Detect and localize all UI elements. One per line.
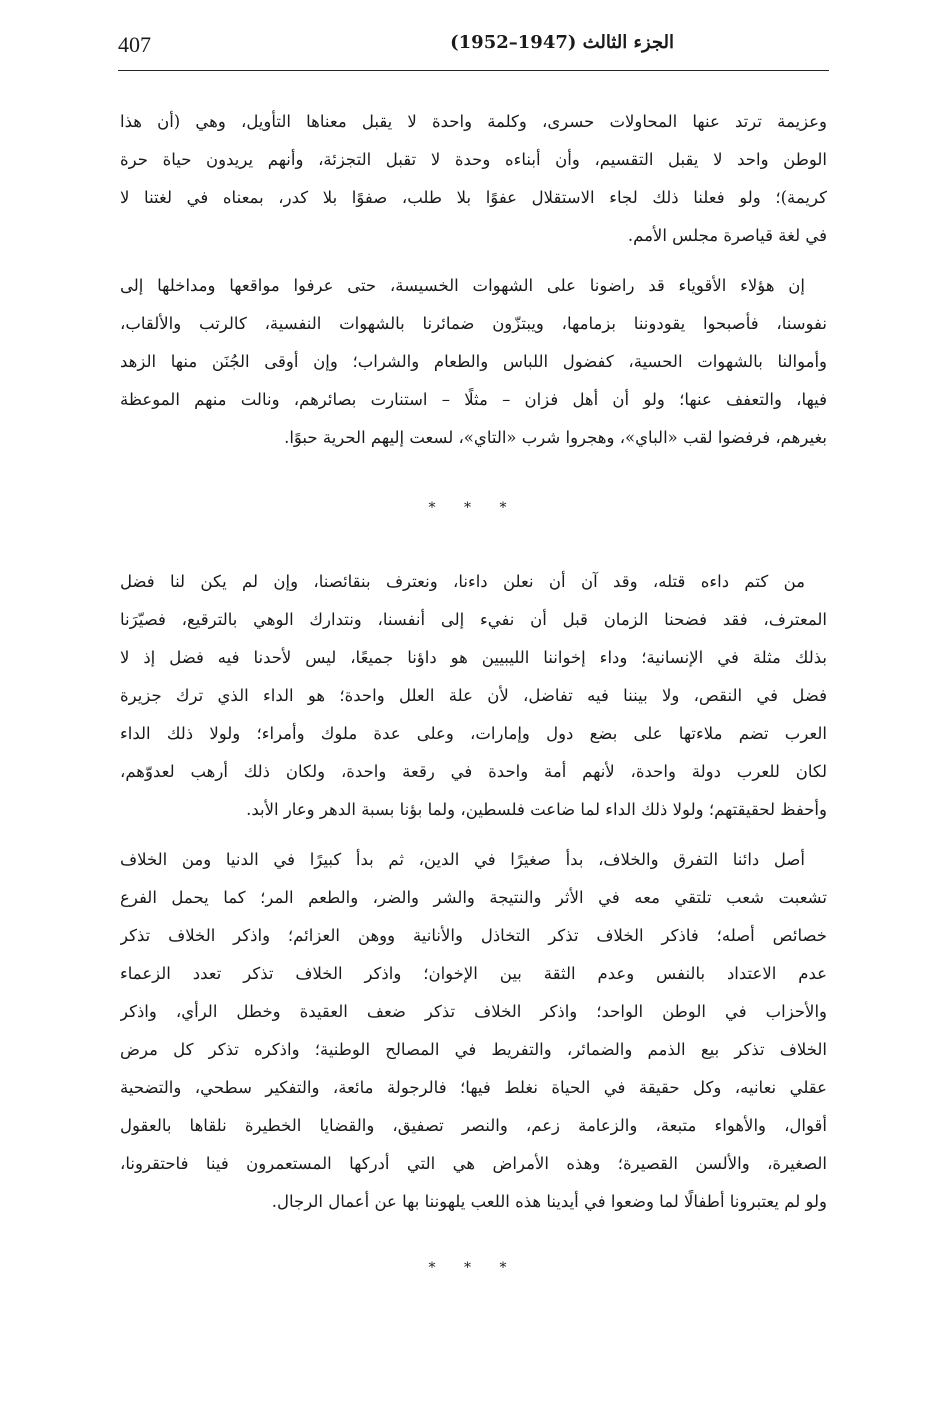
text-line: وأحفظ لحقيقتهم؛ ولولا ذلك الداء لما ضاعت فلسطين، ولما بؤنا بسبة الدهر وعار الأبد.	[246, 800, 827, 819]
paragraph	[120, 841, 827, 1221]
text-line: خصائص أصله؛ فاذكر الخلاف تذكر التخاذل والأنانية ووهن العزائم؛ واذكر الخلاف تذكر	[120, 926, 827, 945]
text-line: ولو لم يعتبرونا أطفالًا لما وضعوا في أيدينا هذه اللعب يلهوننا بها عن أعمال الرجال.	[271, 1192, 827, 1211]
text-line: وأموالنا بالشهوات الحسية، كفضول اللباس والطعام والشراب؛ وإن أوقى الجُنَن منها الزهد	[120, 352, 827, 371]
text-line: والأحزاب في الوطن الواحد؛ واذكر الخلاف تذكر ضعف العقيدة وخطل الرأي، واذكر	[120, 1002, 827, 1021]
text-line: المعترف، فقد فضحنا الزمان قبل أن نفيء إلى أنفسنا، ونتدارك الوهي بالترقيع، فصيّرَنا	[120, 610, 827, 629]
page-number: 407	[118, 32, 151, 57]
text-line: عقلي نعانيه، وكل حقيقة في الحياة نغلط فيها؛ فالرجولة مائعة، والتفكير سطحي، والتضحية	[120, 1078, 827, 1097]
paragraph	[120, 267, 827, 457]
section-2	[120, 563, 827, 1221]
text-line: أصل دائنا التفرق والخلاف، بدأ صغيرًا في الدين، ثم بدأ كبيرًا في الدنيا ومن الخلاف	[120, 850, 806, 869]
text-line: الخلاف تذكر بيع الذمم والضمائر، والتفريط في المصالح الوطنية؛ واذكره تذكر كل مرض	[120, 1040, 827, 1059]
text-line: العرب تضم ملاءتها على بضع دول وإمارات، وعلى عدة ملوك وأمراء؛ ولولا ذلك الداء	[120, 724, 827, 743]
page-header	[118, 30, 829, 71]
text-line: بغيرهم، فرفضوا لقب «الباي»، وهجروا شرب «التاي»، لسعت إليهم الحرية حبوًا.	[284, 428, 827, 447]
text-line: وعزيمة ترتد عنها المحاولات حسرى، وكلمة واحدة لا يقبل معناها التأويل، وهي (أن هذا	[120, 112, 827, 131]
section-1	[120, 103, 827, 457]
section-separator: * * *	[428, 500, 519, 516]
paragraph	[120, 103, 827, 255]
text-line: كريمة)؛ ولو فعلنا ذلك لجاء الاستقلال عفوًا بلا طلب، صفوًا بلا كدر، بمعناه في لغتنا لا	[120, 188, 827, 207]
text-line: لكان للعرب دولة واحدة، لأنهم أمة واحدة في رقعة واحدة، ولكان ذلك أرهب لعدوّهم،	[120, 762, 827, 781]
text-line: نفوسنا، فأصبحوا يقودوننا بزمامها، ويبتزّون ضمائرنا بالشهوات النفسية، كالرتب والألقاب،	[120, 314, 827, 333]
text-line: تشعبت شعب تلتقي معه في الأثر والنتيجة والشر والضر، والطعم المر؛ كما يحمل الفرع	[120, 888, 827, 907]
section-separator: * * *	[428, 1260, 519, 1276]
text-line: أقوال، والأهواء متبعة، والزعامة زعم، والنصر تصفيق، والقضايا الخطيرة نلقاها بالعقول	[120, 1116, 827, 1135]
text-line: فضل في النقص، ولا بيننا فيه تفاضل، لأن علة العلل واحدة؛ هو الداء الذي ترك جزيرة	[120, 686, 827, 705]
text-line: من كتم داءه قتله، وقد آن أن نعلن داءنا، ونعترف بنقائصنا، وإن لم يكن لنا فضل	[120, 572, 805, 591]
text-line: بذلك مثلة في الإنسانية؛ وداء إخواننا الليبيين هو داؤنا جميعًا، ليس لأحدنا فيه فضل إذ لا	[120, 648, 827, 667]
running-title: الجزء الثالث (1947–1952)	[450, 32, 674, 53]
text-line: الوطن واحد لا يقبل التقسيم، وأن أبناءه وحدة لا تقبل التجزئة، وأنهم يريدون حياة حرة	[120, 150, 827, 169]
paragraph	[120, 563, 827, 829]
text-line: الصغيرة، والألسن القصيرة؛ وهذه الأمراض هي التي أدركها المستعمرون فينا فاحتقرونا،	[120, 1154, 827, 1173]
text-line: فيها، والتعفف عنها؛ ولو أن أهل فزان – مثلًا – استنارت بصائرهم، ونالت منهم الموعظة	[120, 390, 827, 409]
text-line: إن هؤلاء الأقوياء قد راضونا على الشهوات الخسيسة، حتى عرفوا مواقعها ومداخلها إلى	[120, 276, 805, 295]
text-line: في لغة قياصرة مجلس الأمم.	[627, 226, 827, 245]
text-line: عدم الاعتداد بالنفس وعدم الثقة بين الإخوان؛ واذكر الخلاف تذكر تعدد الزعماء	[120, 964, 827, 983]
